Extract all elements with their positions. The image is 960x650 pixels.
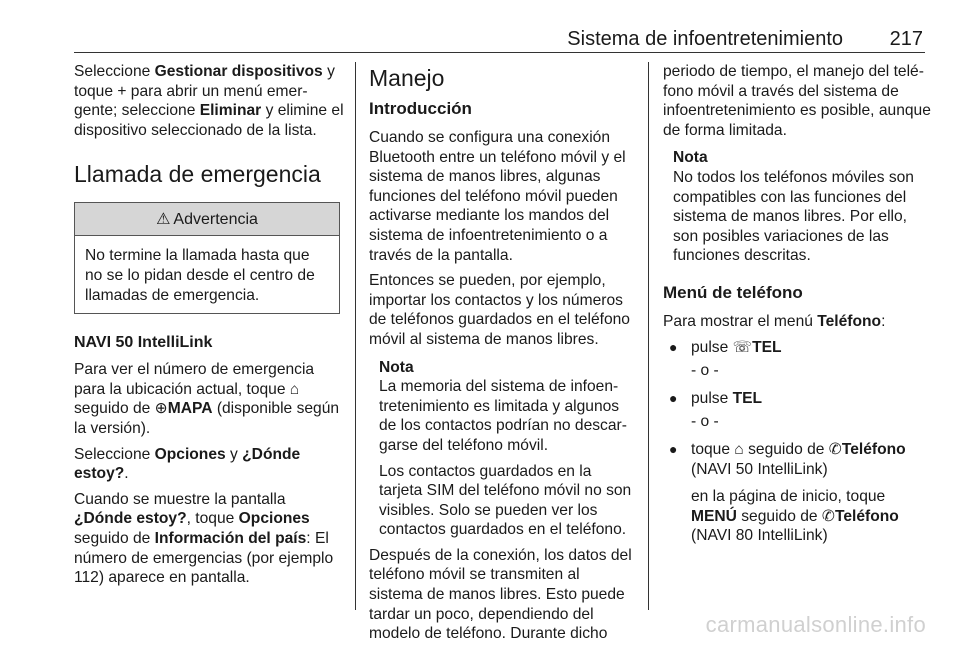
- where-am-i-label: ¿Dónde estoy?: [74, 445, 301, 483]
- phone-icon: ☏: [732, 338, 753, 356]
- text: para abrir un menú emer-gente; seleccione: [74, 82, 308, 120]
- text: seguido de: [736, 507, 822, 525]
- note-box: [663, 148, 933, 266]
- phone-label: Teléfono: [834, 507, 899, 525]
- paragraph-bluetooth: Cuando se configura una conexión Bluetooth entre un teléfono móvil y el sistema de manos libres, algunas funciones del teléfono móvil pueden activarse mediante los mandos del sistema de infoentretenimiento o a través de la pantalla.: [369, 129, 626, 264]
- text: y: [225, 445, 243, 463]
- subheading-phone-menu: Menú de teléfono: [663, 282, 803, 302]
- text: Cuando se muestre la pantalla: [74, 490, 286, 508]
- where-am-i-label: ¿Dónde estoy?: [74, 510, 187, 528]
- note-box: [369, 358, 635, 540]
- page-number: 217: [889, 28, 923, 50]
- tel-label: TEL: [752, 338, 782, 356]
- phone-handset-icon: ✆: [828, 440, 842, 458]
- note-title: Nota: [379, 358, 414, 376]
- note-paragraph: La memoria del sistema de infoen-tretenimiento es limitada y algunos de los contactos podrían no descar-garse del teléfono móvil.: [379, 378, 627, 454]
- home-icon: ⌂: [289, 380, 300, 398]
- text: :: [881, 312, 886, 330]
- warning-header: [75, 203, 339, 236]
- paragraph-country-info: [74, 490, 346, 588]
- text: y toque: [74, 63, 335, 100]
- version-note: (NAVI 50 IntelliLink): [691, 460, 828, 478]
- text: en la página de inicio, toque: [691, 488, 886, 506]
- text: Para mostrar el menú: [663, 312, 818, 330]
- section-heading-manejo: Manejo: [369, 65, 445, 91]
- text: toque: [691, 440, 735, 458]
- text: Seleccione: [74, 63, 155, 80]
- note-title: Nota: [673, 149, 708, 167]
- home-icon: ⌂: [734, 440, 744, 458]
- bullet-icon: ●: [669, 338, 678, 355]
- phone-label: Teléfono: [817, 312, 882, 330]
- paragraph-show-menu: [663, 312, 933, 332]
- manage-devices-label: Gestionar dispositivos: [154, 63, 323, 80]
- paragraph-after-connection: Después de la conexión, los datos del teléfono móvil se transmiten al sistema de manos libres. Esto puede tardar un poco, dependiendo del modelo de teléfono. Durante dicho: [369, 546, 632, 643]
- note-paragraph: No todos los teléfonos móviles son compatibles con las funciones del sistema de manos libres. Por ello, son posibles variaciones de las funciones descritas.: [673, 168, 914, 265]
- page-header: [74, 22, 925, 53]
- text: y elimine el dispositivo seleccionado de la lista.: [74, 102, 344, 139]
- warning-body: No termine la llamada hasta que no se lo pidan desde el centro de llamadas de emergencia.: [85, 247, 315, 304]
- text: (disponible según la versión).: [74, 400, 340, 437]
- subheading-navi50: NAVI 50 IntelliLink: [74, 334, 213, 352]
- bullet-icon: ●: [669, 389, 678, 406]
- list-item-text: [691, 389, 933, 409]
- column-divider: [355, 62, 356, 610]
- list-item: [663, 389, 933, 409]
- warning-title: Advertencia: [173, 210, 258, 228]
- text: , toque: [186, 510, 239, 528]
- text: Seleccione: [74, 445, 155, 463]
- text: seguido de: [743, 440, 829, 458]
- phone-handset-icon: ✆: [821, 507, 835, 525]
- plus-icon: +: [117, 82, 127, 100]
- column-right: [663, 62, 933, 554]
- options-label: Opciones: [238, 510, 310, 528]
- paragraph-continued: periodo de tiempo, el manejo del telé-fono móvil a través del sistema de infoentretenimiento es posible, aunque de forma limitada.: [663, 63, 931, 139]
- column-middle: [369, 62, 635, 650]
- bullet-list: [663, 338, 933, 546]
- subheading-intro: Introducción: [369, 99, 472, 118]
- text: pulse: [691, 389, 733, 407]
- text: Para ver el número de emergencia para la ubicación actual, toque: [74, 361, 315, 398]
- version-note: (NAVI 80 IntelliLink): [691, 527, 828, 545]
- list-item: [663, 338, 933, 358]
- text: pulse: [691, 338, 733, 356]
- paragraph-select-options: [74, 445, 346, 484]
- country-info-label: Información del país: [154, 529, 307, 547]
- column-divider: [648, 62, 649, 610]
- alternative-separator: - o -: [691, 362, 719, 380]
- list-item: [663, 440, 933, 479]
- list-item-text: [691, 338, 933, 358]
- list-item-text: [691, 440, 933, 479]
- warning-icon: ⚠: [156, 210, 171, 228]
- watermark: carmanualsonline.info: [705, 612, 926, 637]
- text: .: [124, 465, 129, 483]
- section-heading-emergency: Llamada de emergencia: [74, 161, 321, 188]
- tel-label: TEL: [732, 389, 763, 407]
- bullet-icon: ●: [669, 440, 678, 457]
- text: : El número de emergencias (por ejemplo 112) aparece en pantalla.: [74, 529, 334, 587]
- paragraph-import-contacts: Entonces se pueden, por ejemplo, importar los contactos y los números de teléfonos guardados en el teléfono móvil al sistema de manos libres.: [369, 272, 630, 348]
- running-title: Sistema de infoentretenimiento: [567, 28, 843, 50]
- map-label: MAPA: [167, 400, 213, 418]
- note-paragraph: Los contactos guardados en la tarjeta SIM del teléfono móvil no son visibles. Solo se pueden ver los contactos guardados en el teléfono.: [379, 462, 632, 539]
- warning-box: [74, 202, 340, 314]
- column-left: [74, 62, 346, 594]
- paragraph-emergency-number: [74, 360, 346, 438]
- delete-label: Eliminar: [199, 102, 262, 120]
- options-label: Opciones: [154, 445, 226, 463]
- menu-label: MENÚ: [691, 507, 737, 525]
- intro-paragraph: [74, 62, 346, 140]
- map-icon: ⊕: [154, 400, 168, 418]
- text: seguido de: [74, 400, 155, 418]
- paragraph-navi80: [663, 487, 933, 546]
- phone-label: Teléfono: [841, 440, 906, 458]
- alternative-separator: - o -: [691, 413, 719, 431]
- text: seguido de: [74, 529, 155, 547]
